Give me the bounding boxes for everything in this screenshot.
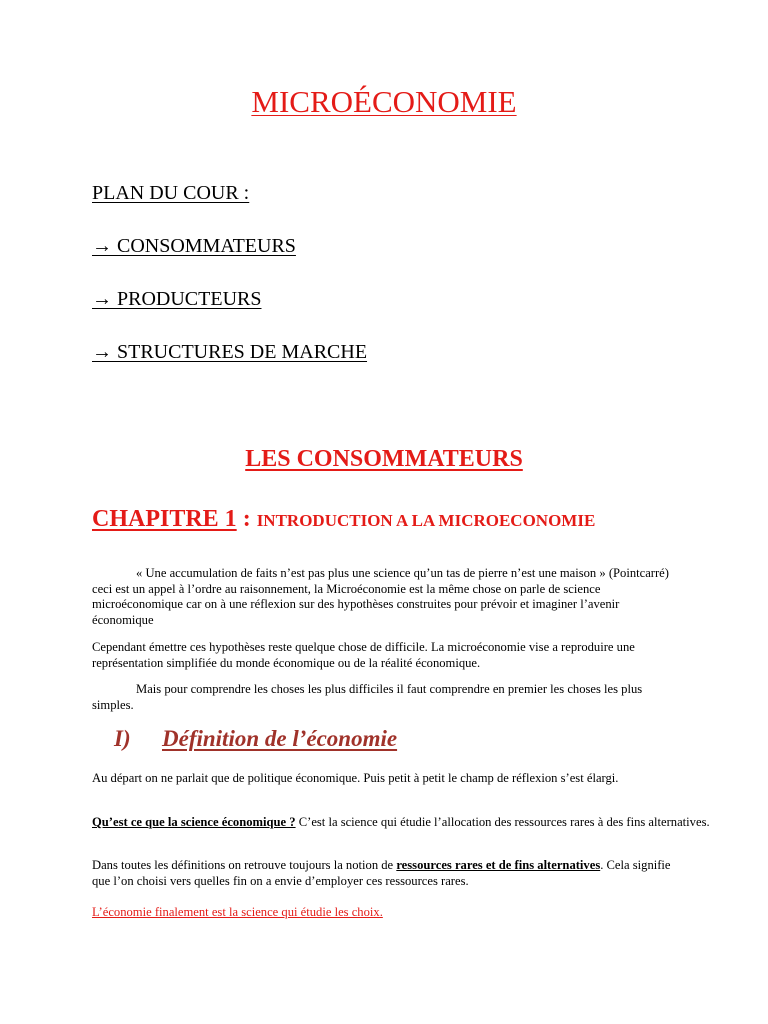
chapter-subtitle: INTRODUCTION A LA MICROECONOMIE bbox=[256, 511, 596, 530]
plan-item-producteurs: → PRODUCTEURS bbox=[92, 288, 262, 310]
ressources-bold: ressources rares et de fins alternatives bbox=[396, 858, 601, 872]
conclusion-text: L’économie finalement est la science qui étudie les choix. bbox=[92, 905, 383, 919]
plan-item-structures: → STRUCTURES DE MARCHE bbox=[92, 341, 368, 363]
chapter-heading bbox=[92, 506, 595, 533]
paragraph-quote: « Une accumulation de faits n’est pas plus une science qu’un tas de pierre n’est une maison » (Pointcarré) ceci est un appel à l’ordre au raisonnement, la Microéconomie est la même chose on parle de science microéconomique car on à une réflexion sur des hypothèses construites pour prévoir et imaginer l’avenir économique bbox=[92, 566, 669, 627]
answer-text: C’est la science qui étudie l’allocation des ressources rares à des fins alternatives. bbox=[295, 815, 710, 829]
definition-title: Définition de l’économie bbox=[162, 726, 398, 751]
section-title: LES CONSOMMATEURS bbox=[245, 446, 523, 472]
paragraph-question bbox=[92, 815, 728, 831]
paragraph-simple-things: Mais pour comprendre les choses les plus difficiles il faut comprendre en premier les choses les plus simples. bbox=[92, 682, 643, 712]
document-title: MICROÉCONOMIE bbox=[251, 84, 517, 119]
paragraph-depart: Au départ on ne parlait que de politique économique. Puis petit à petit le champ de réflexion s’est élargi. bbox=[92, 771, 619, 785]
paragraph-hypotheses: Cependant émettre ces hypothèses reste quelque chose de difficile. La microéconomie vise a reproduire une représentation simplifiée du monde économique ou de la réalité économique. bbox=[92, 640, 635, 670]
chapter-colon: : bbox=[236, 506, 257, 532]
ressources-start: Dans toutes les définitions on retrouve toujours la notion de bbox=[92, 858, 397, 872]
plan-heading: PLAN DU COUR : bbox=[92, 182, 250, 204]
definition-number: I) bbox=[114, 726, 131, 751]
paragraph-ressources bbox=[92, 858, 682, 889]
definition-heading bbox=[114, 726, 397, 752]
question-text: Qu’est ce que la science économique ? bbox=[92, 815, 296, 829]
plan-item-consommateurs: → CONSOMMATEURS bbox=[92, 235, 296, 257]
ressources-end: . Cela signifie que l’on choisi vers quelles fin on a envie d’employer ces ressources rares. bbox=[92, 858, 671, 888]
chapter-label: CHAPITRE 1 bbox=[92, 506, 237, 532]
